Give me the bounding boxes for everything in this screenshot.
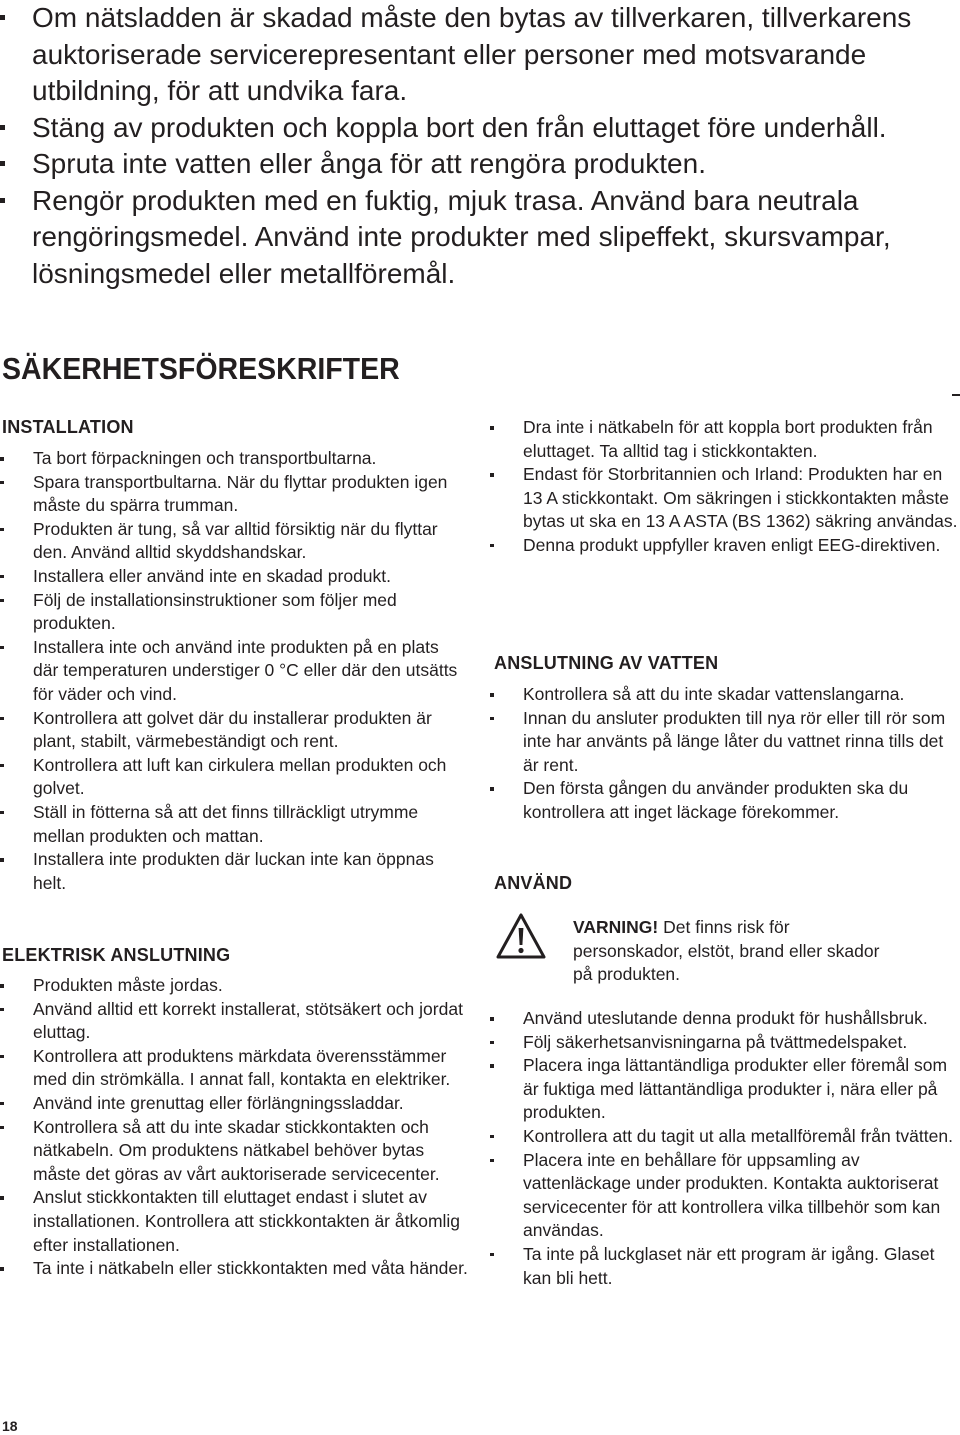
installation-item: Ta bort förpackningen och transportbultarna. xyxy=(0,447,468,471)
installation-item: Ställ in fötterna så att det finns tillräckligt utrymme mellan produkten och mattan. xyxy=(0,801,468,848)
subheading-use: ANVÄND xyxy=(494,873,573,893)
electrical-item: Kontrollera att produktens märkdata överensstämmer med din strömkälla. I annat fall, kontakta en elektriker. xyxy=(0,1045,468,1092)
use-item: Placera inga lättantändliga produkter eller föremål som är fuktiga med lättantändliga produkter i, nära eller på produkten. xyxy=(490,1054,960,1125)
maintenance-item: Spruta inte vatten eller ånga för att rengöra produkten. xyxy=(0,146,935,183)
maintenance-item: Om nätsladden är skadad måste den bytas av tillverkaren, tillverkarens auktoriserade servicerepresentant eller personer med motsvarande utbildning, för att undvika fara. xyxy=(0,0,935,110)
warning-text-block xyxy=(573,916,883,987)
use-item: Kontrollera att du tagit ut alla metallföremål från tvätten. xyxy=(490,1125,960,1149)
installation-item: Produkten är tung, så var alltid försiktig när du flyttar den. Använd alltid skyddshandskar. xyxy=(0,518,468,565)
warning-label: VARNING! xyxy=(573,917,659,937)
installation-item: Installera inte och använd inte produkten på en plats där temperaturen understiger 0 °C eller där den utsätts för väder och vind. xyxy=(0,636,468,707)
installation-item: Kontrollera att golvet där du installerar produkten är plant, stabilt, värmebeständigt och rent. xyxy=(0,707,468,754)
water-item: Innan du ansluter produkten till nya rör eller till rör som inte har använts på länge låter du vattnet rinna tills det är rent. xyxy=(490,707,960,778)
electrical-item: Använd inte grenuttag eller förlängningssladdar. xyxy=(0,1092,468,1116)
installation-item: Spara transportbultarna. När du flyttar produkten igen måste du spärra trumman. xyxy=(0,471,468,518)
maintenance-list-block xyxy=(0,0,935,292)
electrical-continued-list xyxy=(490,416,960,558)
page-number: 18 xyxy=(2,1418,18,1434)
electrical-item: Produkten måste jordas. xyxy=(0,974,468,998)
electrical-item: Använd alltid ett korrekt installerat, stötsäkert och jordat eluttag. xyxy=(0,998,468,1045)
water-item: Kontrollera så att du inte skadar vattenslangarna. xyxy=(490,683,960,707)
water-list xyxy=(490,683,960,825)
installation-item: Kontrollera att luft kan cirkulera mellan produkten och golvet. xyxy=(0,754,468,801)
divider-rule xyxy=(952,394,960,396)
electrical-list xyxy=(0,974,468,1281)
installation-item: Installera inte produkten där luckan inte kan öppnas helt. xyxy=(0,848,468,895)
maintenance-item: Rengör produkten med en fuktig, mjuk trasa. Använd bara neutrala rengöringsmedel. Använd inte produkter med slipeffekt, skursvampar, lösningsmedel eller metallföremål. xyxy=(0,183,935,293)
maintenance-list xyxy=(0,0,935,292)
electrical-item: Dra inte i nätkabeln för att koppla bort produkten från eluttaget. Ta alltid tag i stickkontakten. xyxy=(490,416,960,463)
electrical-item: Ta inte i nätkabeln eller stickkontakten med våta händer. xyxy=(0,1257,468,1281)
use-item: Placera inte en behållare för uppsamling av vattenläckage under produkten. Kontakta auktoriserat servicecenter för att kontrollera vilka tillbehör som kan användas. xyxy=(490,1149,960,1243)
electrical-item: Endast för Storbritannien och Irland: Produkten har en 13 A stickkontakt. Om säkringen i stickkontakten måste bytas ut ska en 13 A ASTA (BS 1362) säkring användas. xyxy=(490,463,960,534)
electrical-item: Kontrollera så att du inte skadar stickkontakten och nätkabeln. Om produktens nätkabel behöver bytas måste det göras av vårt auktoriserade servicecenter. xyxy=(0,1116,468,1187)
maintenance-item: Stäng av produkten och koppla bort den från eluttaget före underhåll. xyxy=(0,110,935,147)
warning-triangle-icon xyxy=(495,912,547,960)
subheading-electrical: ELEKTRISK ANSLUTNING xyxy=(2,945,231,965)
installation-item: Installera eller använd inte en skadad produkt. xyxy=(0,565,468,589)
use-item: Ta inte på luckglaset när ett program är igång. Glaset kan bli hett. xyxy=(490,1243,960,1290)
installation-item: Följ de installationsinstruktioner som följer med produkten. xyxy=(0,589,468,636)
electrical-item: Denna produkt uppfyller kraven enligt EEG-direktiven. xyxy=(490,534,960,558)
warning-message: Det finns risk för personskador, elstöt, brand eller skador på produkten. xyxy=(573,917,880,985)
use-item: Använd uteslutande denna produkt för hushållsbruk. xyxy=(490,1007,960,1031)
subheading-water: ANSLUTNING AV VATTEN xyxy=(494,653,719,673)
installation-list xyxy=(0,447,468,895)
use-item: Följ säkerhetsanvisningarna på tvättmedelspaket. xyxy=(490,1031,960,1055)
subheading-installation: INSTALLATION xyxy=(2,417,134,437)
electrical-item: Anslut stickkontakten till eluttaget endast i slutet av installationen. Kontrollera att stickkontakten är åtkomlig efter installationen. xyxy=(0,1186,468,1257)
section-heading-safety: SÄKERHETSFÖRESKRIFTER xyxy=(2,351,400,386)
use-list xyxy=(490,1007,960,1290)
water-item: Den första gången du använder produkten ska du kontrollera att inget läckage förekommer. xyxy=(490,777,960,824)
